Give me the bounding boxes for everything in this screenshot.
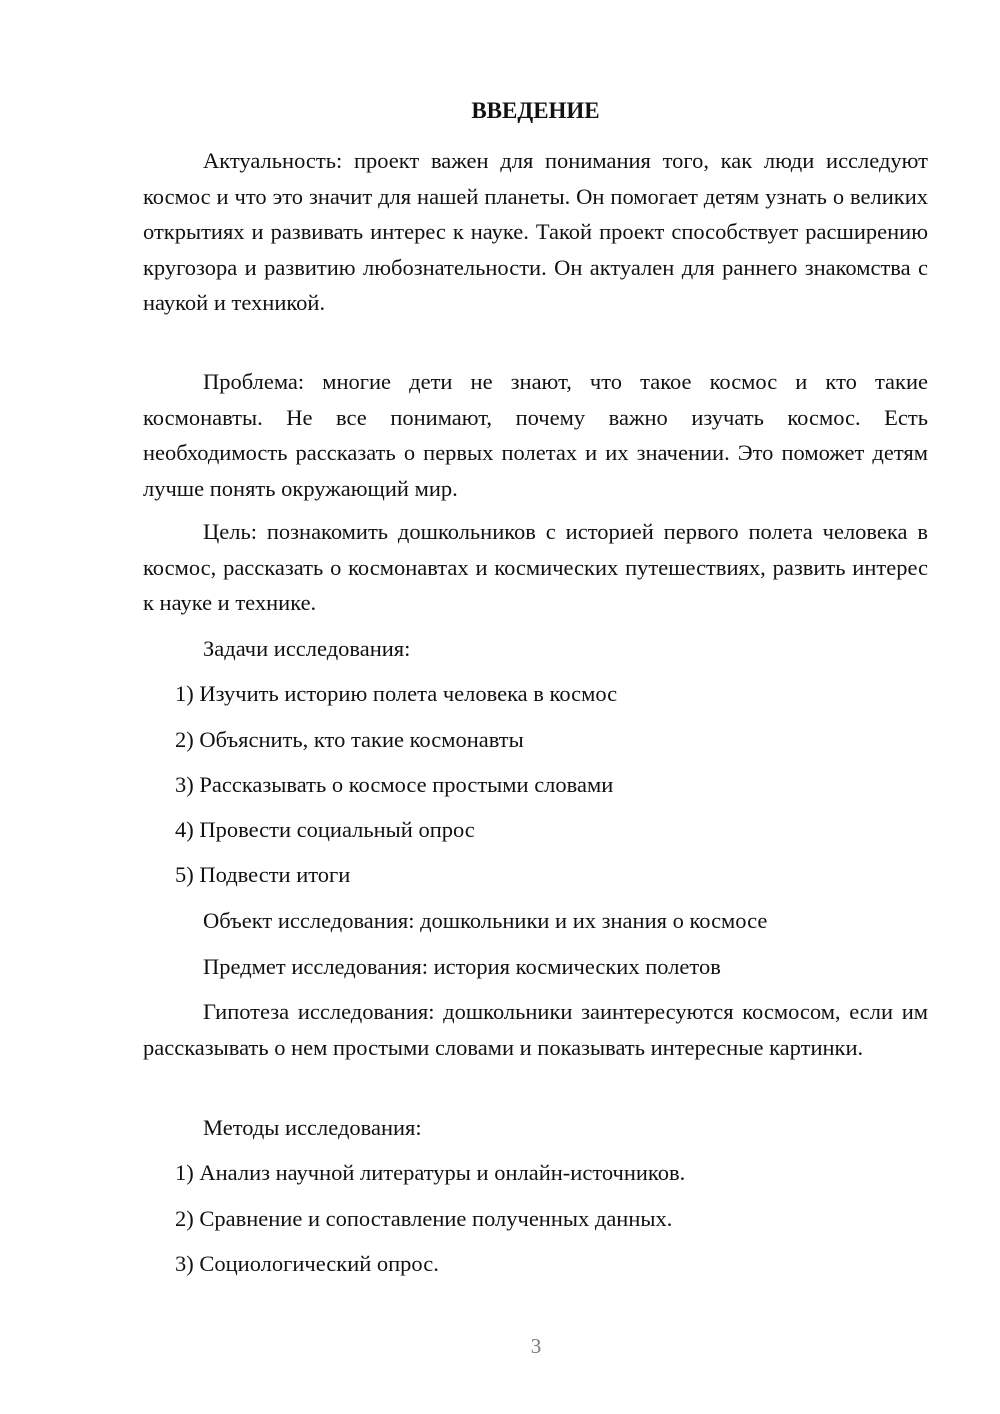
task-item: 5) Подвести итоги: [175, 862, 351, 887]
methods-heading: Методы исследования:: [203, 1115, 422, 1140]
task-item: 4) Провести социальный опрос: [175, 817, 475, 842]
research-subject: Предмет исследования: история космических полетов: [203, 954, 721, 979]
method-item: 2) Сравнение и сопоставление полученных данных.: [175, 1206, 673, 1231]
task-item: 2) Объяснить, кто такие космонавты: [175, 727, 524, 752]
research-object: Объект исследования: дошкольники и их знания о космосе: [203, 908, 768, 933]
method-item: 3) Социологический опрос.: [175, 1251, 439, 1276]
actuality-paragraph: Актуальность: проект важен для понимания того, как люди исследуют космос и что это значит для нашей планеты. Он помогает детям узнать о великих открытиях и развивать интерес к науке. Такой проект способствует расширению кругозора и развитию любознательности. Он актуален для раннего знакомства с наукой и техникой.: [143, 148, 928, 315]
goal-paragraph: Цель: познакомить дошкольников с историей первого полета человека в космос, рассказать о космонавтах и космических путешествиях, развить интерес к науке и технике.: [143, 519, 928, 615]
hypothesis-paragraph: Гипотеза исследования: дошкольники заинтересуются космосом, если им рассказывать о нем простыми словами и показывать интересные картинки.: [143, 999, 928, 1060]
page-title: ВВЕДЕНИЕ: [471, 98, 600, 123]
page-number: 3: [530, 1334, 542, 1358]
method-item: 1) Анализ научной литературы и онлайн-источников.: [175, 1160, 686, 1185]
task-item: 1) Изучить историю полета человека в космос: [175, 681, 618, 706]
problem-paragraph: Проблема: многие дети не знают, что такое космос и кто такие космонавты. Не все понимают, почему важно изучать космос. Есть необходимость рассказать о первых полетах и их значении. Это поможет детям лучше понять окружающий мир.: [143, 369, 928, 501]
tasks-heading: Задачи исследования:: [203, 636, 411, 661]
task-item: 3) Рассказывать о космосе простыми словами: [175, 772, 614, 797]
